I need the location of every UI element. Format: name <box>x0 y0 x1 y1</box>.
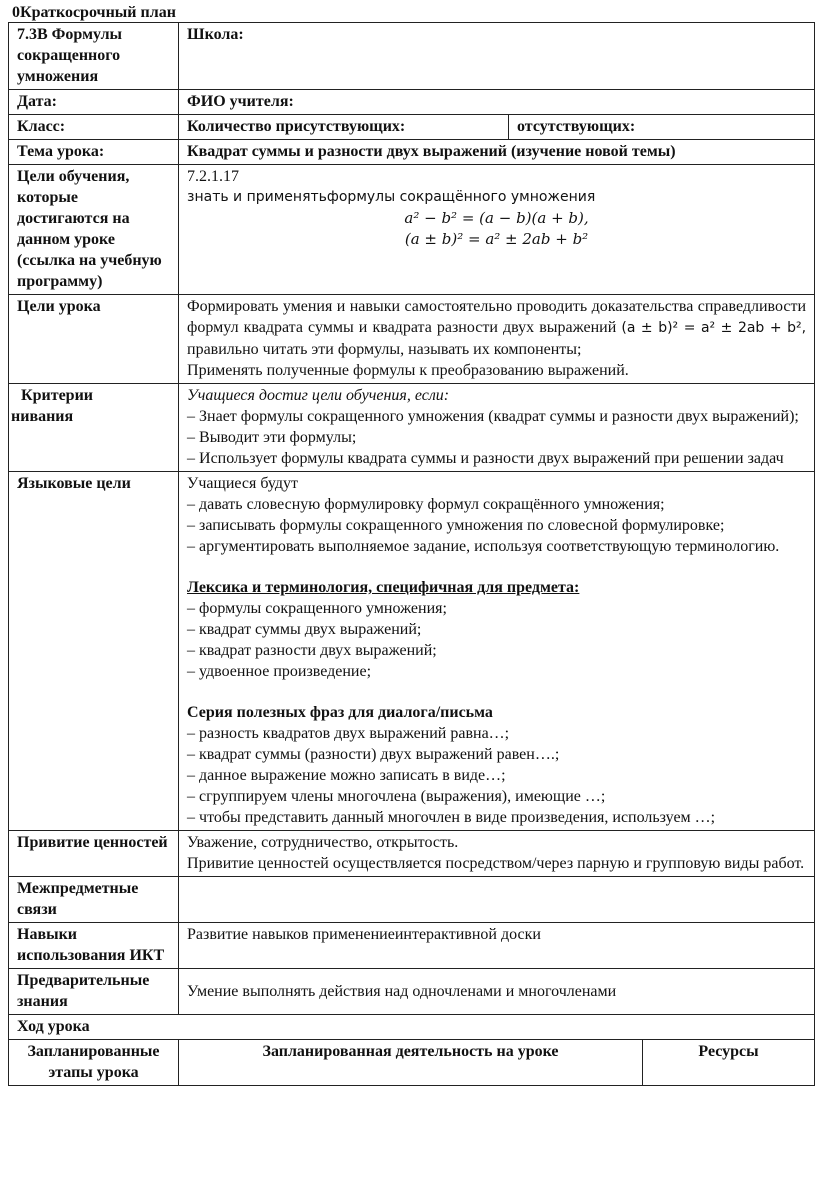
criteria-label-line1: Критерии <box>21 387 94 404</box>
language-intro: Учащиеся будут <box>187 475 298 492</box>
prior-label: Предварительные знания <box>9 969 179 1015</box>
crosscurr-label: Межпредметные связи <box>9 877 179 923</box>
course-row <box>9 1015 815 1040</box>
topic-value: Квадрат суммы и разности двух выражений (изучение новой темы) <box>179 140 815 165</box>
language-item: – записывать формулы сокращенного умножения по словесной формулировке; <box>187 515 806 536</box>
language-item: – давать словесную формулировку формул сокращённого умножения; <box>187 494 806 515</box>
absent-label: отсутствующих: <box>509 115 815 140</box>
objective-code: 7.2.1.17 <box>187 168 240 185</box>
phrase-item: – сгруппируем члены многочлена (выражения), имеющие …; <box>187 786 806 807</box>
date-row <box>9 90 815 115</box>
teacher-label: ФИО учителя: <box>179 90 815 115</box>
objectives-row <box>9 165 815 295</box>
lexicon-item: – удвоенное произведение; <box>187 661 806 682</box>
unit-label: 7.3В Формулы сокращенного умножения <box>9 23 179 90</box>
goals-row <box>9 295 815 384</box>
lexicon-item: – квадрат разности двух выражений; <box>187 640 806 661</box>
objective-text: знать и применятьформулы сокращённого умножения <box>187 189 596 205</box>
goals-text-2: правильно читать эти формулы, называть их компоненты; <box>187 341 582 358</box>
ict-value: Развитие навыков применениеинтерактивной доски <box>179 923 815 969</box>
crosscurr-value <box>179 877 815 923</box>
values-row <box>9 831 815 877</box>
crosscurr-row <box>9 877 815 923</box>
language-row <box>9 472 815 831</box>
school-label: Школа: <box>179 23 815 90</box>
prior-row <box>9 969 815 1015</box>
objectives-label: Цели обучения, которые достигаются на данном уроке (ссылка на учебную программу) <box>9 165 179 295</box>
class-row <box>9 115 815 140</box>
class-label: Класс: <box>9 115 179 140</box>
language-content <box>179 472 815 831</box>
document-title: 0Краткосрочный план <box>12 4 176 21</box>
values-label: Привитие ценностей <box>9 831 179 877</box>
phrase-item: – чтобы представить данный многочлен в виде произведения, используем …; <box>187 807 806 828</box>
criteria-label <box>9 384 179 472</box>
goals-formula: (a ± b)² = a² ± 2ab + b², <box>621 320 807 336</box>
prior-value: Умение выполнять действия над одночленами и многочленами <box>179 969 815 1015</box>
criteria-item: – Выводит эти формулы; <box>187 427 806 448</box>
resources-header: Ресурсы <box>643 1040 815 1086</box>
topic-label: Тема урока: <box>9 140 179 165</box>
criteria-item: – Использует формулы квадрата суммы и разности двух выражений при решении задач <box>187 448 806 469</box>
criteria-label-line2: нивания <box>11 408 74 425</box>
lexicon-item: – квадрат суммы двух выражений; <box>187 619 806 640</box>
lesson-plan-table <box>8 22 815 1086</box>
phrases-title: Серия полезных фраз для диалога/письма <box>187 704 493 721</box>
formula-square-of-sum: (a ± b)² = a² ± 2ab + b² <box>404 230 589 248</box>
present-label: Количество присутствующих: <box>179 115 509 140</box>
objectives-content <box>179 165 815 295</box>
criteria-intro: Учащиеся достиг цели обучения, если: <box>187 387 450 404</box>
course-label: Ход урока <box>9 1015 815 1040</box>
formula-difference-of-squares: a² − b² = (a − b)(a + b), <box>404 209 589 227</box>
values-line-1: Уважение, сотрудничество, открытость. <box>187 834 459 851</box>
goals-label: Цели урока <box>9 295 179 384</box>
goals-text-3: Применять полученные формулы к преобразованию выражений. <box>187 362 629 379</box>
ict-row <box>9 923 815 969</box>
goals-text-1: Формировать умения и навыки самостоятельно проводить доказательства справедливости формул квадрата суммы и квадрата разности двух выражений <box>187 298 807 336</box>
language-label: Языковые цели <box>9 472 179 831</box>
phrase-item: – разность квадратов двух выражений равна…; <box>187 723 806 744</box>
topic-row <box>9 140 815 165</box>
lexicon-title: Лексика и терминология, специфичная для предмета: <box>187 579 580 596</box>
date-label: Дата: <box>9 90 179 115</box>
stages-header-row <box>9 1040 815 1086</box>
stages-header: Запланированные этапы урока <box>9 1040 179 1086</box>
ict-label: Навыки использования ИКТ <box>9 923 179 969</box>
language-item: – аргументировать выполняемое задание, используя соответствующую терминологию. <box>187 536 806 557</box>
unit-row <box>9 23 815 90</box>
criteria-row <box>9 384 815 472</box>
criteria-item: – Знает формулы сокращенного умножения (квадрат суммы и разности двух выражений); <box>187 406 806 427</box>
phrase-item: – квадрат суммы (разности) двух выражений равен….; <box>187 744 806 765</box>
goals-content <box>179 295 815 384</box>
lexicon-item: – формулы сокращенного умножения; <box>187 598 806 619</box>
criteria-content <box>179 384 815 472</box>
activity-header: Запланированная деятельность на уроке <box>179 1040 643 1086</box>
values-content <box>179 831 815 877</box>
values-line-2: Привитие ценностей осуществляется посредством/через парную и групповую виды работ. <box>187 855 805 872</box>
phrase-item: – данное выражение можно записать в виде…; <box>187 765 806 786</box>
